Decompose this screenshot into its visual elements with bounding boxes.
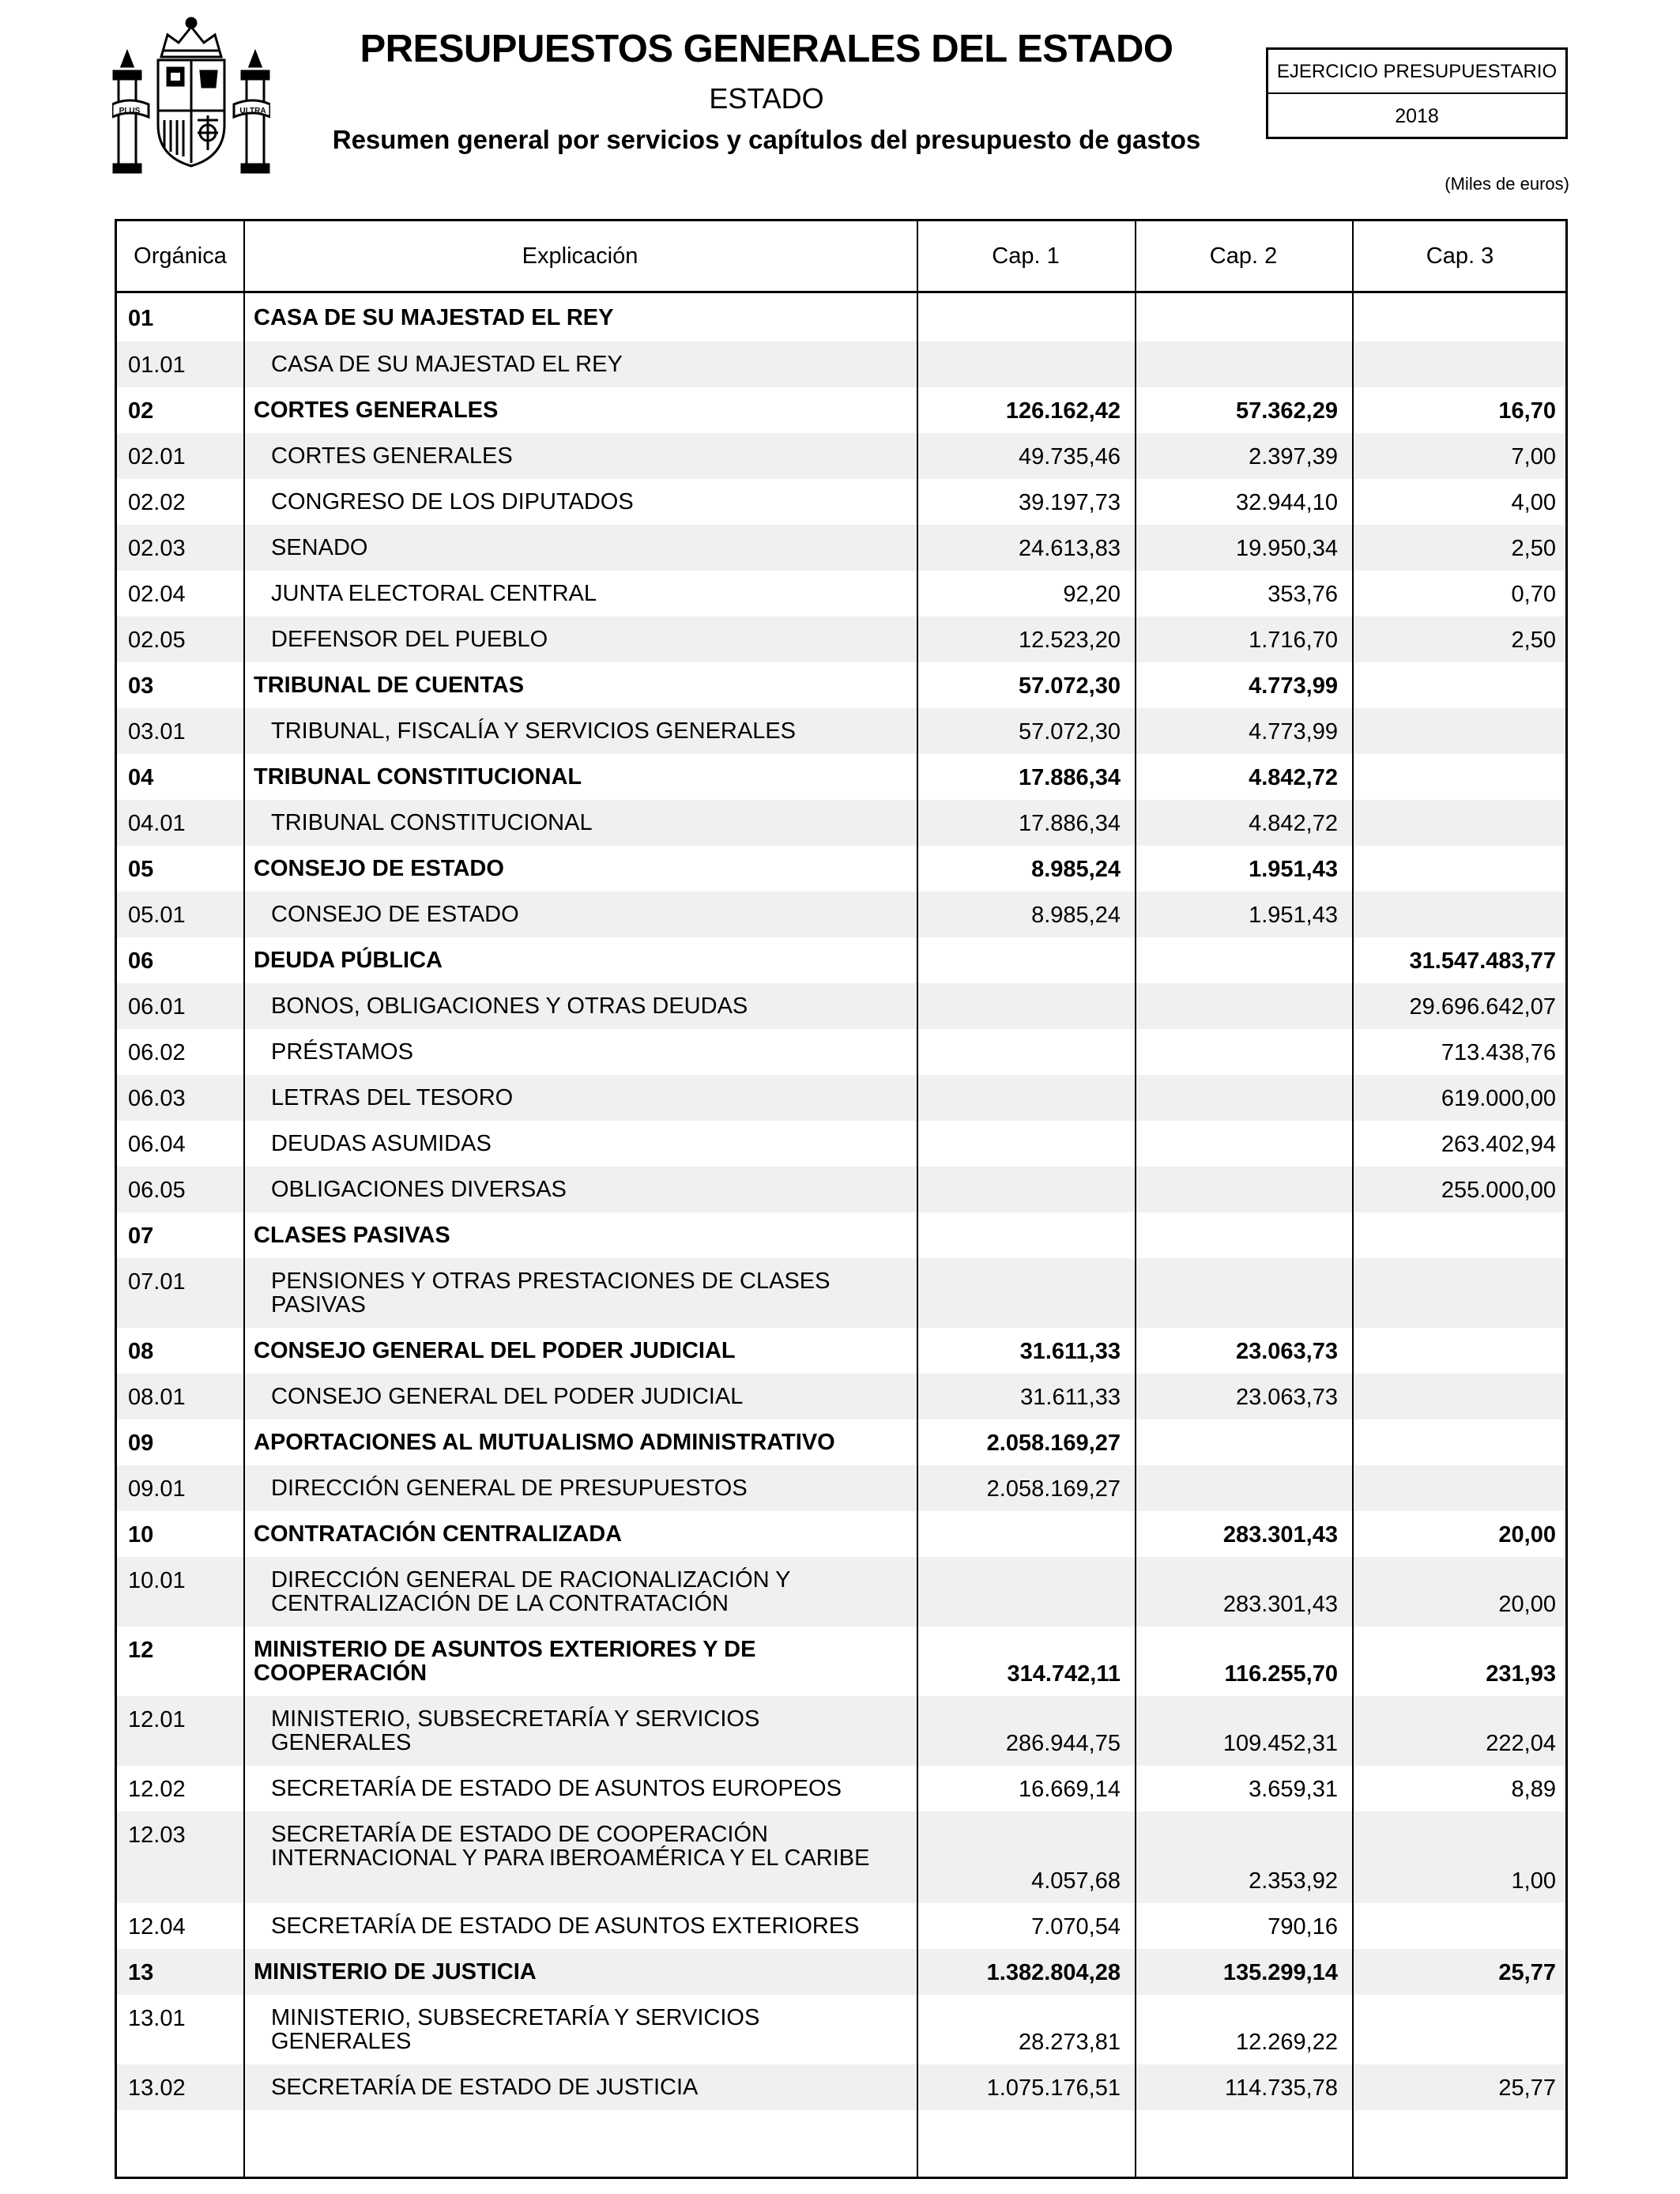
table-row <box>117 1766 1565 1811</box>
table-row <box>117 1374 1565 1419</box>
column-divider <box>243 221 245 2177</box>
row-description: CONTRATACIÓN CENTRALIZADA <box>254 1521 623 1547</box>
column-divider <box>1352 221 1354 2177</box>
row-code: 12.01 <box>128 1707 186 1732</box>
row-description: SECRETARÍA DE ESTADO DE ASUNTOS EUROPEOS <box>271 1776 842 1801</box>
row-cap1-value: 24.613,83 <box>1018 536 1121 561</box>
row-description: SECRETARÍA DE ESTADO DE COOPERACIÓN INTERNACIONAL Y PARA IBEROAMÉRICA Y EL CARIBE <box>271 1822 870 1871</box>
crest-banner-left: PLUS <box>119 107 141 115</box>
row-cap1-value: 8.985,24 <box>1031 857 1121 882</box>
row-code: 09 <box>128 1431 154 1456</box>
table-row <box>117 433 1565 479</box>
row-description: SENADO <box>271 535 368 560</box>
row-description: CONSEJO GENERAL DEL PODER JUDICIAL <box>254 1338 736 1363</box>
row-description: JUNTA ELECTORAL CENTRAL <box>271 581 597 606</box>
row-cap1-value: 2.058.169,27 <box>986 1431 1121 1456</box>
row-cap1-value: 49.735,46 <box>1018 444 1121 469</box>
row-code: 02.01 <box>128 444 186 469</box>
row-cap2-value: 3.659,31 <box>1249 1777 1338 1802</box>
table-row <box>117 937 1565 983</box>
row-description: MINISTERIO DE JUSTICIA <box>254 1959 537 1985</box>
row-code: 03 <box>128 673 154 699</box>
row-cap3-value: 25,77 <box>1498 1960 1556 1985</box>
row-cap2-value: 114.735,78 <box>1225 2075 1338 2101</box>
row-description: DEUDA PÚBLICA <box>254 948 443 973</box>
row-code: 06.04 <box>128 1132 186 1157</box>
row-cap2-value: 283.301,43 <box>1222 1592 1338 1617</box>
column-header-organica: Orgánica <box>134 243 227 269</box>
row-cap1-value: 1.382.804,28 <box>986 1960 1121 1985</box>
column-header-cap3: Cap. 3 <box>1426 243 1494 269</box>
row-cap1-value: 57.072,30 <box>1018 719 1121 745</box>
row-description: TRIBUNAL CONSTITUCIONAL <box>254 764 582 790</box>
row-cap3-value: 4,00 <box>1511 490 1556 515</box>
table-row <box>117 1167 1565 1212</box>
table-row <box>117 708 1565 754</box>
row-code: 12.03 <box>128 1823 186 1848</box>
budget-table <box>115 219 1568 2179</box>
row-cap1-value: 12.523,20 <box>1018 628 1121 653</box>
fiscal-year-label: EJERCICIO PRESUPUESTARIO <box>1268 50 1565 94</box>
row-description: CASA DE SU MAJESTAD EL REY <box>271 352 623 377</box>
row-description: MINISTERIO, SUBSECRETARÍA Y SERVICIOS GENERALES <box>271 2005 760 2054</box>
row-cap2-value: 1.951,43 <box>1249 857 1338 882</box>
row-cap1-value: 8.985,24 <box>1031 903 1121 928</box>
row-code: 07.01 <box>128 1269 186 1295</box>
table-row <box>117 800 1565 846</box>
row-cap1-value: 314.742,11 <box>1007 1661 1121 1687</box>
row-description: APORTACIONES AL MUTUALISMO ADMINISTRATIVO <box>254 1430 835 1455</box>
row-cap3-value: 255.000,00 <box>1441 1178 1556 1203</box>
row-cap2-value: 4.842,72 <box>1249 765 1338 790</box>
table-row <box>117 571 1565 616</box>
table-row <box>117 1557 1565 1627</box>
row-description: MINISTERIO, SUBSECRETARÍA Y SERVICIOS GENERALES <box>271 1706 760 1755</box>
table-row <box>117 1995 1565 2064</box>
row-cap3-value: 1,00 <box>1511 1868 1556 1894</box>
row-description: TRIBUNAL, FISCALÍA Y SERVICIOS GENERALES <box>271 718 797 744</box>
table-row <box>117 1029 1565 1075</box>
page-title: PRESUPUESTOS GENERALES DEL ESTADO <box>360 28 1173 70</box>
table-row <box>117 662 1565 708</box>
row-code: 09.01 <box>128 1476 186 1502</box>
row-cap2-value: 23.063,73 <box>1235 1339 1338 1364</box>
row-cap3-value: 25,77 <box>1498 2075 1556 2101</box>
row-code: 08.01 <box>128 1385 186 1410</box>
row-code: 02 <box>128 398 154 424</box>
row-cap1-value: 16.669,14 <box>1018 1777 1121 1802</box>
table-row <box>117 1511 1565 1557</box>
row-cap3-value: 8,89 <box>1511 1777 1556 1802</box>
row-code: 10 <box>128 1522 154 1547</box>
row-cap2-value: 19.950,34 <box>1235 536 1338 561</box>
row-cap1-value: 57.072,30 <box>1018 673 1121 699</box>
table-row <box>117 616 1565 662</box>
row-code: 05 <box>128 857 154 882</box>
row-code: 07 <box>128 1223 154 1249</box>
table-row <box>117 892 1565 937</box>
table-row <box>117 1811 1565 1903</box>
row-code: 13.02 <box>128 2075 186 2101</box>
row-description: CONSEJO DE ESTADO <box>271 902 519 927</box>
row-cap3-value: 29.696.642,07 <box>1409 994 1556 1020</box>
row-cap2-value: 790,16 <box>1268 1914 1338 1940</box>
row-code: 06.05 <box>128 1178 186 1203</box>
row-description: CASA DE SU MAJESTAD EL REY <box>254 305 614 330</box>
row-description: TRIBUNAL CONSTITUCIONAL <box>271 810 593 835</box>
row-code: 08 <box>128 1339 154 1364</box>
row-cap1-value: 126.162,42 <box>1005 398 1121 424</box>
row-cap2-value: 1.716,70 <box>1249 628 1338 653</box>
row-cap1-value: 28.273,81 <box>1018 2030 1121 2055</box>
row-code: 13 <box>128 1960 154 1985</box>
row-code: 12 <box>128 1638 154 1663</box>
row-code: 04 <box>128 765 154 790</box>
row-cap2-value: 283.301,43 <box>1222 1522 1338 1547</box>
row-cap1-value: 7.070,54 <box>1031 1914 1121 1940</box>
table-row <box>117 1903 1565 1949</box>
row-cap2-value: 57.362,29 <box>1235 398 1338 424</box>
row-cap3-value: 713.438,76 <box>1441 1040 1556 1065</box>
row-cap3-value: 2,50 <box>1511 536 1556 561</box>
table-row <box>117 1419 1565 1465</box>
row-code: 04.01 <box>128 811 186 836</box>
table-row <box>117 846 1565 892</box>
column-divider <box>1135 221 1136 2177</box>
row-code: 12.04 <box>128 1914 186 1940</box>
table-row <box>117 1696 1565 1766</box>
row-code: 12.02 <box>128 1777 186 1802</box>
row-description: PRÉSTAMOS <box>271 1039 413 1065</box>
row-cap2-value: 135.299,14 <box>1222 1960 1338 1985</box>
column-divider <box>917 221 918 2177</box>
row-cap2-value: 4.773,99 <box>1249 673 1338 699</box>
table-row <box>117 1465 1565 1511</box>
row-cap3-value: 619.000,00 <box>1441 1086 1556 1111</box>
row-cap2-value: 32.944,10 <box>1235 490 1338 515</box>
row-cap3-value: 263.402,94 <box>1441 1132 1556 1157</box>
row-code: 02.02 <box>128 490 186 515</box>
table-row <box>117 983 1565 1029</box>
row-description: CONGRESO DE LOS DIPUTADOS <box>271 489 634 515</box>
table-row <box>117 1121 1565 1167</box>
table-row <box>117 295 1565 341</box>
row-code: 03.01 <box>128 719 186 745</box>
row-cap3-value: 231,93 <box>1486 1661 1556 1687</box>
fiscal-year-value: 2018 <box>1395 105 1439 127</box>
row-cap3-value: 31.547.483,77 <box>1409 948 1556 974</box>
row-cap2-value: 12.269,22 <box>1235 2030 1338 2055</box>
row-description: DIRECCIÓN GENERAL DE PRESUPUESTOS <box>271 1476 748 1501</box>
row-description: CORTES GENERALES <box>271 443 513 469</box>
row-description: DIRECCIÓN GENERAL DE RACIONALIZACIÓN Y CENTRALIZACIÓN DE LA CONTRATACIÓN <box>271 1567 790 1616</box>
table-row <box>117 341 1565 387</box>
page-description: Resumen general por servicios y capítulos del presupuesto de gastos <box>332 125 1201 154</box>
row-cap3-value: 20,00 <box>1498 1592 1556 1617</box>
table-row <box>117 1949 1565 1995</box>
row-code: 02.04 <box>128 582 186 607</box>
row-code: 01.01 <box>128 352 186 378</box>
row-cap1-value: 4.057,68 <box>1031 1868 1121 1894</box>
column-header-cap1: Cap. 1 <box>992 243 1060 269</box>
units-note: (Miles de euros) <box>1445 174 1569 194</box>
row-description: TRIBUNAL DE CUENTAS <box>254 673 525 698</box>
row-cap1-value: 31.611,33 <box>1020 1385 1121 1410</box>
row-code: 02.05 <box>128 628 186 653</box>
table-row <box>117 1258 1565 1328</box>
row-description: PENSIONES Y OTRAS PRESTACIONES DE CLASES PASIVAS <box>271 1269 831 1318</box>
row-code: 06 <box>128 948 154 974</box>
row-cap2-value: 116.255,70 <box>1224 1661 1338 1687</box>
row-cap1-value: 17.886,34 <box>1018 765 1121 790</box>
row-description: OBLIGACIONES DIVERSAS <box>271 1177 567 1202</box>
table-row <box>117 1075 1565 1121</box>
row-cap1-value: 39.197,73 <box>1018 490 1121 515</box>
page-subtitle: ESTADO <box>709 82 824 115</box>
row-description: DEUDAS ASUMIDAS <box>271 1131 492 1156</box>
row-cap2-value: 2.353,92 <box>1249 1868 1338 1894</box>
table-header <box>117 221 1565 293</box>
fiscal-year-box <box>1266 47 1568 139</box>
row-description: SECRETARÍA DE ESTADO DE ASUNTOS EXTERIORES <box>271 1913 860 1939</box>
row-cap2-value: 109.452,31 <box>1222 1731 1338 1756</box>
crest-banner-right: ULTRA <box>239 107 266 115</box>
row-description: DEFENSOR DEL PUEBLO <box>271 627 548 652</box>
row-cap2-value: 2.397,39 <box>1249 444 1338 469</box>
row-cap1-value: 1.075.176,51 <box>986 2075 1121 2101</box>
row-cap2-value: 4.842,72 <box>1249 811 1338 836</box>
row-code: 10.01 <box>128 1568 186 1593</box>
row-code: 06.02 <box>128 1040 186 1065</box>
row-cap3-value: 16,70 <box>1498 398 1556 424</box>
row-cap2-value: 353,76 <box>1268 582 1338 607</box>
row-cap1-value: 92,20 <box>1063 582 1121 607</box>
row-cap3-value: 20,00 <box>1498 1522 1556 1547</box>
row-cap2-value: 23.063,73 <box>1235 1385 1338 1410</box>
row-code: 01 <box>128 306 154 331</box>
column-header-explicacion: Explicación <box>522 243 638 269</box>
row-description: CLASES PASIVAS <box>254 1223 450 1248</box>
table-row <box>117 387 1565 433</box>
row-cap1-value: 31.611,33 <box>1019 1339 1121 1364</box>
table-row <box>117 1212 1565 1258</box>
table-row <box>117 1328 1565 1374</box>
row-description: LETRAS DEL TESORO <box>271 1085 514 1110</box>
table-row <box>117 754 1565 800</box>
row-description: SECRETARÍA DE ESTADO DE JUSTICIA <box>271 2075 699 2100</box>
row-code: 05.01 <box>128 903 186 928</box>
table-row <box>117 2064 1565 2110</box>
row-cap3-value: 2,50 <box>1511 628 1556 653</box>
row-cap1-value: 286.944,75 <box>1005 1731 1121 1756</box>
row-code: 06.03 <box>128 1086 186 1111</box>
row-code: 02.03 <box>128 536 186 561</box>
row-cap2-value: 4.773,99 <box>1249 719 1338 745</box>
row-description: CONSEJO GENERAL DEL PODER JUDICIAL <box>271 1384 744 1409</box>
row-cap1-value: 2.058.169,27 <box>986 1476 1121 1502</box>
row-description: CORTES GENERALES <box>254 398 499 423</box>
row-code: 06.01 <box>128 994 186 1020</box>
row-description: MINISTERIO DE ASUNTOS EXTERIORES Y DE COOPERACIÓN <box>254 1637 756 1686</box>
table-row <box>117 1627 1565 1696</box>
row-cap1-value: 17.886,34 <box>1018 811 1121 836</box>
table-row <box>117 525 1565 571</box>
row-description: CONSEJO DE ESTADO <box>254 856 504 881</box>
column-header-cap2: Cap. 2 <box>1209 243 1278 269</box>
row-cap3-value: 0,70 <box>1511 582 1556 607</box>
row-code: 13.01 <box>128 2006 186 2031</box>
row-cap3-value: 7,00 <box>1511 444 1556 469</box>
coat-of-arms-icon <box>112 16 270 178</box>
row-cap3-value: 222,04 <box>1486 1731 1556 1756</box>
row-cap2-value: 1.951,43 <box>1249 903 1338 928</box>
table-row <box>117 479 1565 525</box>
row-description: BONOS, OBLIGACIONES Y OTRAS DEUDAS <box>271 993 748 1019</box>
